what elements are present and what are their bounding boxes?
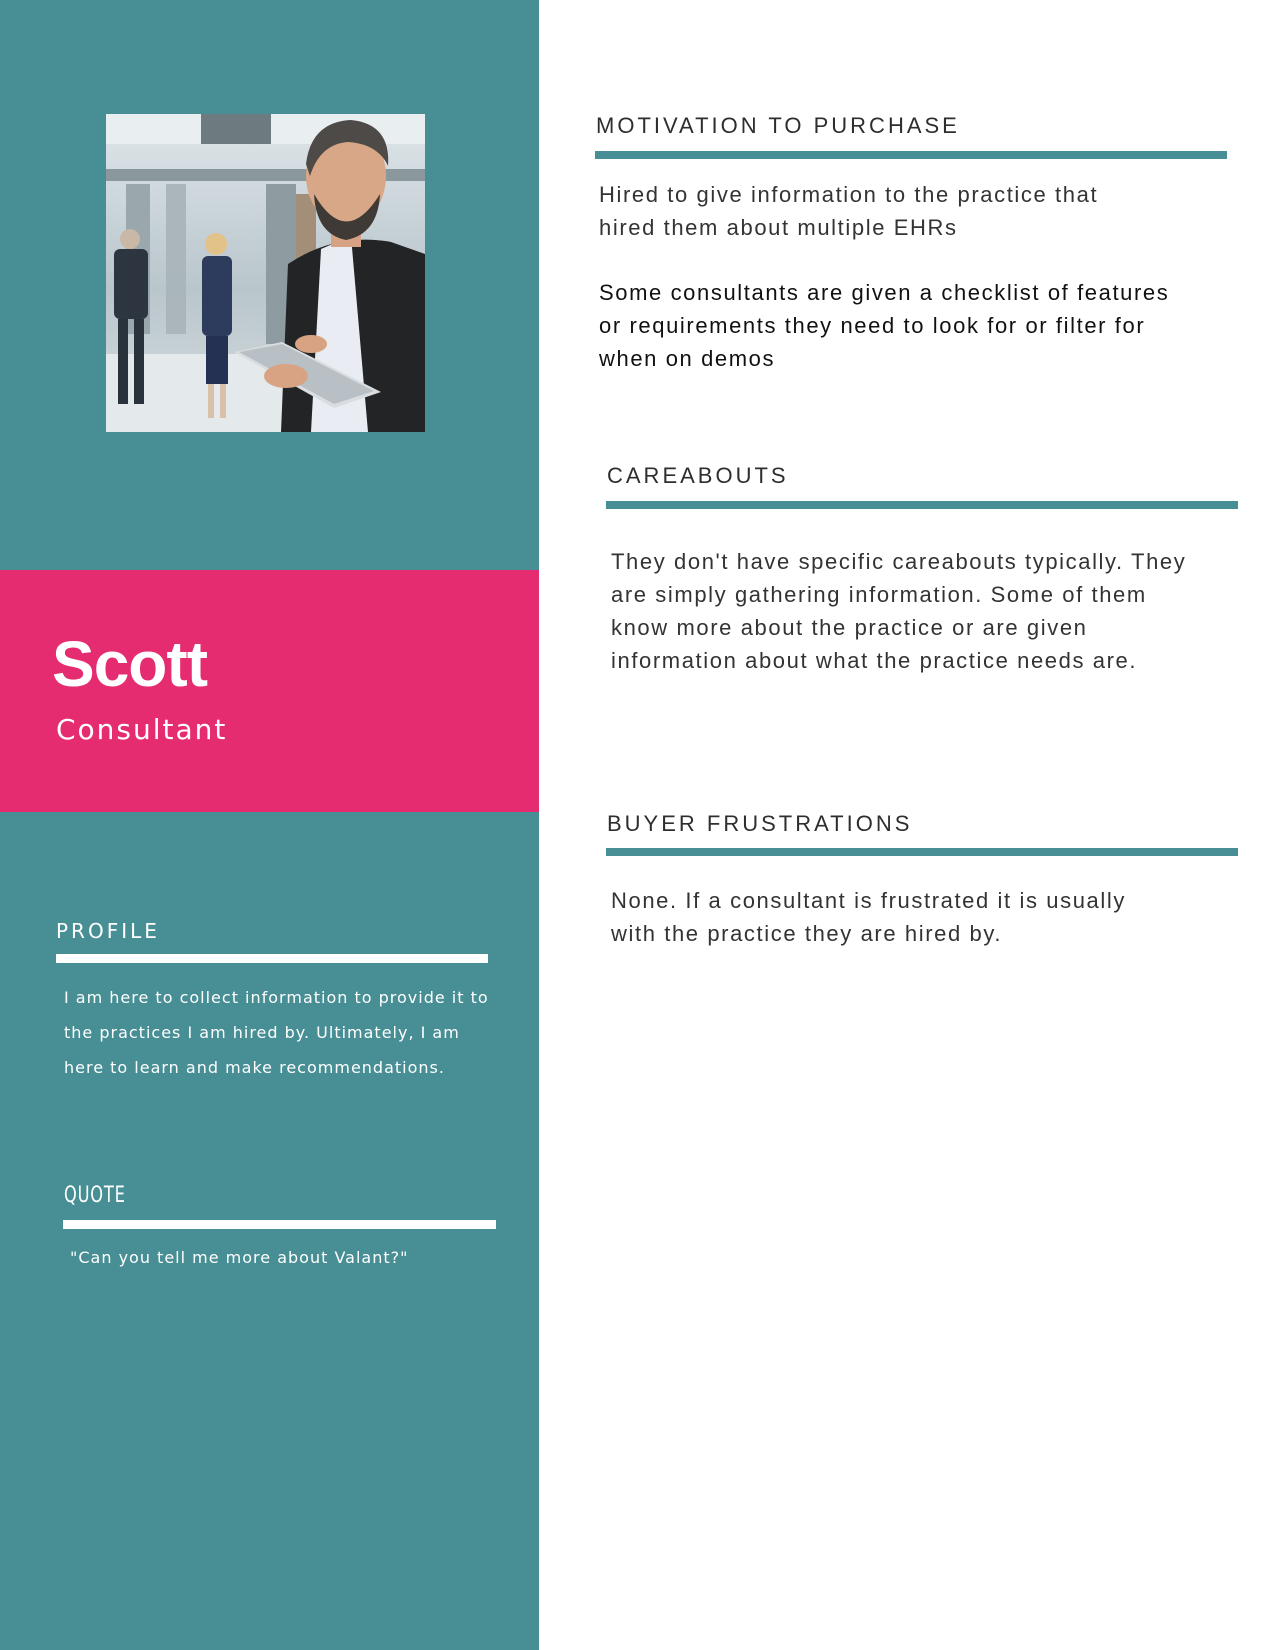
persona-photo-image — [106, 114, 425, 432]
quote-text: "Can you tell me more about Valant?" — [70, 1248, 409, 1267]
motivation-paragraph-1: Hired to give information to the practice that hired them about multiple EHRs — [599, 182, 1099, 240]
profile-text: I am here to collect information to provide it to the practices I am hired by. Ultimately, I am here to learn and make recommendations. — [64, 988, 489, 1077]
frustrations-heading: BUYER FRUSTRATIONS — [607, 811, 913, 836]
careabouts-text: They don't have specific careabouts typically. They are simply gathering information. Some of them know more about the practice or are given information about what the practice needs are. — [611, 549, 1187, 673]
careabouts-heading: CAREABOUTS — [607, 463, 789, 488]
motivation-divider — [595, 151, 1227, 159]
quote-divider — [63, 1220, 496, 1229]
persona-role: Consultant — [56, 713, 228, 746]
profile-heading: PROFILE — [56, 919, 160, 943]
motivation-heading: MOTIVATION TO PURCHASE — [596, 113, 960, 138]
persona-name: Scott — [52, 628, 207, 700]
quote-heading: QUOTE — [64, 1183, 126, 1208]
profile-divider — [56, 954, 488, 963]
frustrations-divider — [606, 848, 1238, 856]
careabouts-divider — [606, 501, 1238, 509]
persona-photo — [106, 114, 425, 432]
motivation-paragraph-2: Some consultants are given a checklist of features or requirements they need to look for or filter for when on demos — [599, 280, 1170, 371]
frustrations-text: None. If a consultant is frustrated it is usually with the practice they are hired by. — [611, 888, 1126, 946]
